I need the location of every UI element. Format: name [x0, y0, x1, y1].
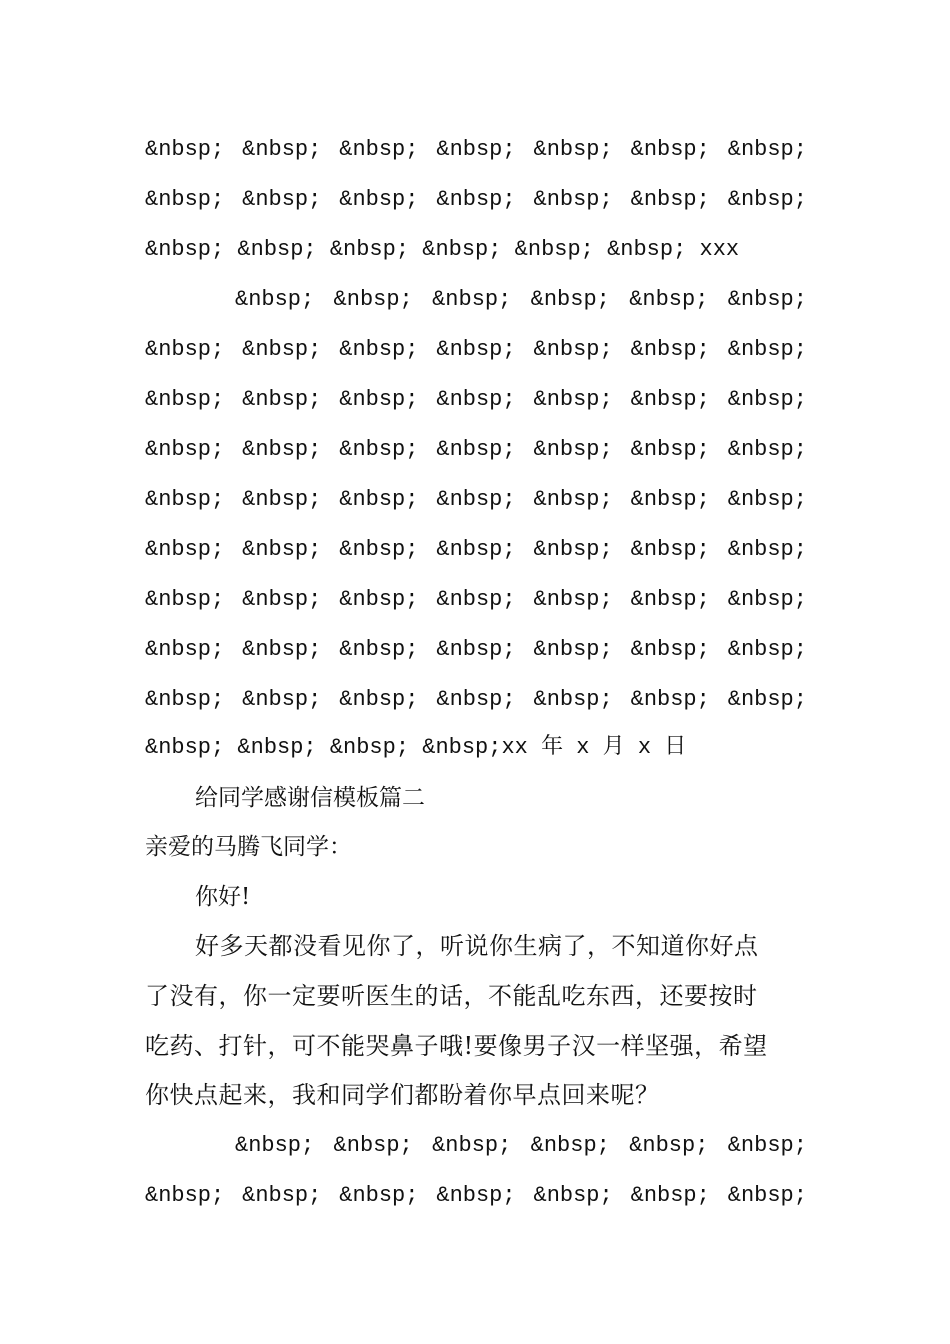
salutation: 亲爱的马腾飞同学：: [145, 834, 352, 860]
nbsp-line: &nbsp; &nbsp; &nbsp; &nbsp; &nbsp; &nbsp; &nbsp;: [145, 387, 807, 412]
nbsp-line: &nbsp; &nbsp; &nbsp; &nbsp; &nbsp; &nbsp; &nbsp;: [145, 137, 807, 162]
greeting: 你好!: [195, 884, 251, 910]
nbsp-line: &nbsp; &nbsp; &nbsp; &nbsp; &nbsp; &nbsp; &nbsp;: [145, 437, 807, 462]
nbsp-line-indented: &nbsp; &nbsp; &nbsp; &nbsp; &nbsp; &nbsp;: [235, 287, 807, 312]
nbsp-line: &nbsp; &nbsp; &nbsp; &nbsp; &nbsp; &nbsp; &nbsp;: [145, 537, 807, 562]
nbsp-line: &nbsp; &nbsp; &nbsp; &nbsp; &nbsp; &nbsp; &nbsp;: [145, 587, 807, 612]
nbsp-line-indented: &nbsp; &nbsp; &nbsp; &nbsp; &nbsp; &nbsp;: [235, 1133, 807, 1158]
nbsp-line: &nbsp; &nbsp; &nbsp; &nbsp; &nbsp; &nbsp; &nbsp;: [145, 337, 807, 362]
nbsp-line: &nbsp; &nbsp; &nbsp; &nbsp; &nbsp; &nbsp; &nbsp;: [145, 1183, 807, 1208]
body-line: 你快点起来，我和同学们都盼着你早点回来呢？: [145, 1081, 660, 1109]
nbsp-line: &nbsp; &nbsp; &nbsp; &nbsp; &nbsp; &nbsp; &nbsp;: [145, 637, 807, 662]
body-line: 吃药、打针，可不能哭鼻子哦!要像男子汉一样坚强，希望: [145, 1032, 768, 1060]
section-title: 给同学感谢信模板篇二: [195, 785, 425, 811]
nbsp-line: &nbsp; &nbsp; &nbsp; &nbsp; &nbsp; &nbsp; &nbsp;: [145, 187, 807, 212]
body-line: 了没有，你一定要听医生的话，不能乱吃东西，还要按时: [145, 982, 758, 1010]
signature-line: &nbsp; &nbsp; &nbsp; &nbsp; &nbsp; &nbsp; xxx: [145, 237, 740, 262]
nbsp-line: &nbsp; &nbsp; &nbsp; &nbsp; &nbsp; &nbsp; &nbsp;: [145, 687, 807, 712]
date-line: &nbsp; &nbsp; &nbsp; &nbsp;xx 年 x 月 x 日: [145, 735, 687, 760]
nbsp-line: &nbsp; &nbsp; &nbsp; &nbsp; &nbsp; &nbsp; &nbsp;: [145, 487, 807, 512]
body-line: 好多天都没看见你了，听说你生病了，不知道你好点: [195, 932, 759, 960]
